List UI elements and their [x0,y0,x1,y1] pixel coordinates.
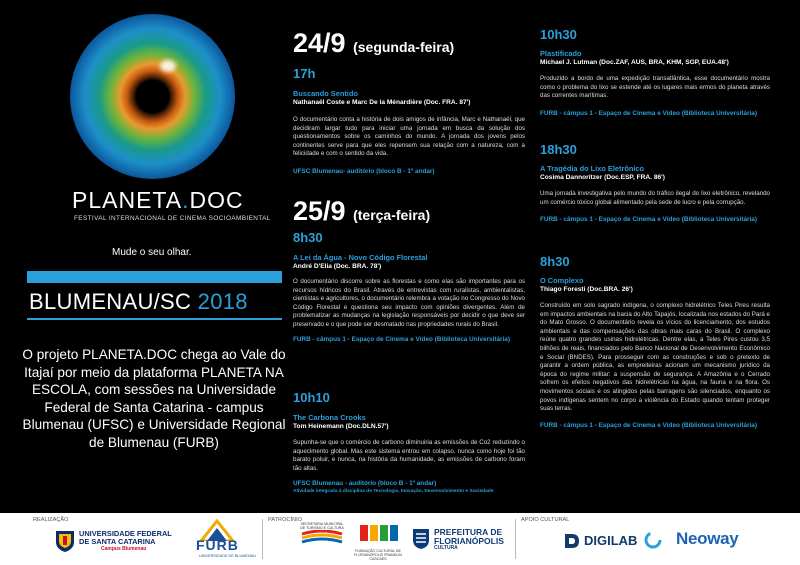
film-venue: FURB - câmpus 1 - Espaço de Cinema e Vídeo (Biblioteca Universitária) [540,216,757,224]
film-title: A Lei da Água - Novo Código Florestal [293,253,428,262]
date-heading-day1: 24/9 (segunda-feira) [293,28,455,58]
film-description: O documentário conta a história de dois amigos de infância, Marc e Nathanaël, que decidiram largar tudo para iniciar uma jornada em busca da solução dos questionamentos sobre os caminhos do mundo. A jornada dos jovens pelos continentes serve para que eles repensem sua relação com a natureza, com a felicidade e com o sentido da vida. [293,116,525,158]
motto: Mude o seu olhar. [112,247,192,258]
prefeitura-logo-text: PREFEITURA DE FLORIANÓPOLIS CULTURA [434,527,504,551]
film-title: Buscando Sentido [293,89,358,98]
film-title: Plastificado [540,49,582,58]
digilab-swirl-icon [643,530,663,550]
city-heading: BLUMENAU/SC 2018 [29,289,248,314]
film-director: André D'Elia (Doc. BRA. 78') [293,263,382,270]
film-venue: UFSC Blumenau - auditório (bloco B - 1º andar) [293,480,437,488]
intro-text: O projeto PLANETA.DOC chega ao Vale do Itajaí por meio da plataforma PLANETA NA ESCOLA, com sessões na Universidade Federal de Santa Catarina - campus Blumenau (UFSC) e Universidade Regional de Blumenau (FURB) [22,347,286,450]
realizacao-label: REALIZAÇÃO [33,517,69,523]
film-title: O Complexo [540,276,584,285]
film-director: Tom Heinemann (Doc.DLN.57') [293,423,389,430]
session-time: 10h10 [293,390,330,405]
session-time: 17h [293,66,316,81]
film-description: O documentário discorre sobre as florestas e como elas são importantes para os recursos hídricos do Brasil. Através de entrevistas com ruralistas, ambientalistas, cientistas e agricultores, o documentário relembra a votação no Congresso do Novo Código Florestal e questiona seu impacto com opiniões divergentes. Além de problematizar as mudanças na legislação responsáveis por decidir o que deve ser preservado e o que pode ser desmatado nas propriedades rurais do Brasil. [293,278,525,328]
planeta-doc-eye-logo [70,14,235,179]
film-o-complexo [540,254,770,430]
fundacao-franklin-cascaes-logo: FUNDAÇÃO CULTURAL DE FLORIANÓPOLIS FRANKLIN CASCAES [350,522,406,562]
film-venue: FURB - câmpus 1 - Espaço de Cinema e Vídeo (Biblioteca Universitária) [540,109,757,117]
film-venue: UFSC Blumenau- auditório (bloco B - 1º andar) [293,167,435,175]
session-time: 10h30 [540,27,577,42]
furb-subtitle: UNIVERSIDADE DE BLUMENAU [199,554,256,558]
film-description: Supunha-se que o comércio de carbono diminuiria as emissões de Co2 reduzindo o aquecimento global. Mas este sistema entrou em colapso. nunca como hoje foi tão barato poluir, e nunca, na história da humanidade, as emissões de carbono foram tão altas. [293,439,525,472]
film-description: Uma jornada investigativa pelo mundo do tráfico ilegal do lixo eletrônico, revelando um comércio tóxico global alimentado pela sede de lucro e pela corrupção. [540,190,770,206]
film-the-carbona-crooks [293,390,525,494]
film-director: Cosima Dannoritzer (Doc.ESP, FRA. 86') [540,174,665,181]
film-venue-note: Atividade integrada à disciplina de Tecnologia, Inovação, Desenvolvimento e Sociedade [293,488,494,494]
date-heading-day2: 25/9 (terça-feira) [293,196,431,226]
festival-subtitle: FESTIVAL INTERNACIONAL DE CINEMA SOCIOAMBIENTAL [74,215,271,222]
film-venue: FURB - câmpus 1 - Espaço de Cinema e Vídeo (Biblioteca Universitária) [540,421,757,429]
film-a-lei-da-agua [293,230,525,344]
session-time: 8h30 [540,254,570,269]
film-description: Produzido a bordo de uma expedição transatlântica, esse documentário mostra como o problema do lixo se estende até os lugares mais ermos do planeta através das correntes marítimas. [540,75,770,100]
ufsc-crest-icon [55,529,75,553]
session-time: 18h30 [540,142,577,157]
ufsc-logo-text: UNIVERSIDADE FEDERAL DE SANTA CATARINA Campus Blumenau [79,529,172,552]
film-buscando-sentido [293,66,525,176]
patrocinio-label: PATROCÍNIO [268,517,302,523]
film-director: Nathanaël Coste e Marc De la Ménardière (Doc. FRA. 87') [293,99,471,106]
film-title: The Carbona Crooks [293,413,366,422]
film-director: Thiago Foresti (Doc.BRA. 26') [540,286,633,293]
digilab-logo-text: DIGILAB [584,533,638,548]
planeta-doc-logo: PLANETA.DOC [72,187,244,213]
apoio-cultural-label: APOIO CULTURAL [521,517,570,523]
film-venue: FURB - câmpus 1 - Espaço de Cinema e Vídeo (Biblioteca Universitária) [293,335,510,343]
digilab-mark-icon [563,532,581,550]
footer-divider [262,519,263,559]
neoway-logo: Neoway [676,529,739,548]
secretaria-waves-icon [300,530,344,544]
accent-bar [27,271,282,283]
divider [27,318,282,320]
footer-divider [515,519,516,559]
session-time: 8h30 [293,230,323,245]
eye-highlight [160,60,176,72]
prefeitura-crest-icon [412,528,430,550]
film-title: A Tragédia do Lixo Eletrônico [540,164,645,173]
film-plastificado [540,27,770,118]
furb-logo-text: FURB [196,537,239,553]
film-tragedia-lixo-eletronico [540,142,770,224]
fundacao-mark-icon [350,522,406,544]
film-director: Michael J. Lutman (Doc.ZAF, AUS, BRA, KHM, SGP, EUA.48') [540,59,729,66]
secretaria-cultura-logo: SECRETARIA MUNICIPAL DE TURISMO E CULTURA [300,522,344,549]
film-description: Construído em solo sagrado indígena, o complexo hidrelétrico Teles Pires resulta em impactos ambientais na bacia do Alto Tapajós, localizada nos estados do Pará e do Mato Grosso. O documentário revela os vícios do licenciamento, dos estudos ambientais e das compensações das obras mais caras do Brasil. O complexo reúne quatro grandes usinas hidrelétricas. Dentre elas, a Teles Pires custou 3,5 bilhões de reais, financiados pelo Banco Nacional de Desenvolvimento Econômico e Social (BNDES). Para prosseguir com as construções e sob o pretexto de garantir a ordem pública, as empreiteiras acionam um mecanismo jurídico da época do regime militar: a suspensão de segurança. A Amazônia e o Cerrado sofrem os efeitos negativos das hidrelétricas na água, na fauna e na flora. Os movimentos sociais e os atingidos pelas barragens são silenciados, enquanto os povos indígenas sentem no corpo a violência do Estado quando tentam proteger suas terras. [540,302,770,413]
